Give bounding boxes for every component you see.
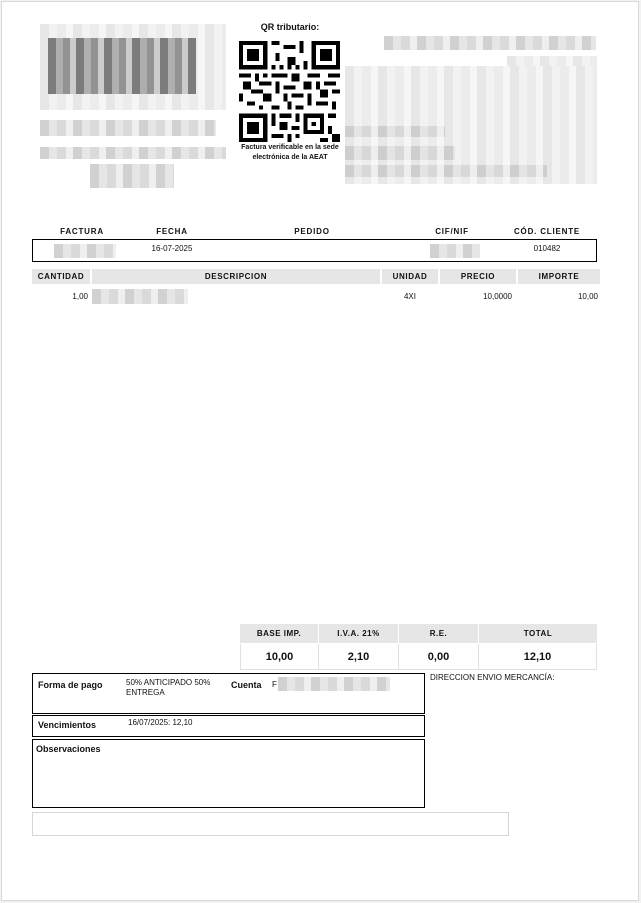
company-address-line — [90, 164, 174, 188]
totals-iva-value: 2,10 — [319, 644, 399, 670]
company-logo — [48, 38, 196, 94]
vencimientos-label: Vencimientos — [38, 720, 97, 730]
vencimientos-value: 16/07/2025: 12,10 — [128, 718, 193, 727]
totals-base-value: 10,00 — [240, 644, 319, 670]
invoice-page — [1, 1, 639, 901]
header-pedido: PEDIDO — [294, 227, 330, 236]
forma-de-pago-value: 50% ANTICIPADO 50% ENTREGA — [126, 678, 211, 697]
totals-re-value: 0,00 — [399, 644, 479, 670]
row-cantidad: 1,00 — [72, 292, 88, 301]
totals-header-iva: I.V.A. 21% — [319, 624, 398, 643]
header-factura: FACTURA — [60, 227, 104, 236]
customer-address-line — [345, 146, 455, 160]
forma-de-pago-label: Forma de pago — [38, 680, 103, 690]
header-cod-cliente: CÓD. CLIENTE — [513, 227, 581, 236]
column-unidad: UNIDAD — [382, 269, 438, 284]
row-unidad: 4XI — [403, 292, 416, 301]
observaciones-label: Observaciones — [36, 744, 101, 754]
customer-address-line — [507, 56, 597, 66]
cuenta-prefix: F — [272, 680, 277, 689]
column-cantidad: CANTIDAD — [32, 269, 90, 284]
row-descripcion — [92, 289, 188, 304]
qr-code-icon — [239, 41, 340, 142]
column-importe: IMPORTE — [518, 269, 600, 284]
column-descripcion: DESCRIPCION — [92, 269, 380, 284]
qr-title: QR tributario: — [260, 22, 320, 32]
customer-address-line — [345, 126, 445, 137]
qr-caption: Factura verificable en la sede electrónica de la AEAT — [241, 144, 339, 161]
totals-header-base: BASE IMP. — [240, 624, 318, 643]
cuenta-value — [278, 677, 390, 691]
cuenta-label: Cuenta — [231, 680, 262, 690]
customer-name — [384, 36, 596, 50]
customer-address-line — [345, 165, 547, 177]
company-address-line — [40, 120, 216, 136]
footer-box — [32, 812, 509, 836]
header-fecha: FECHA — [156, 227, 188, 236]
row-importe: 10,00 — [577, 292, 598, 301]
totals-header-total: TOTAL — [479, 624, 597, 643]
invoice-number — [54, 244, 116, 258]
row-precio: 10,0000 — [483, 292, 512, 301]
totals-total-value: 12,10 — [479, 644, 597, 670]
totals-header-re: R.E. — [399, 624, 478, 643]
column-precio: PRECIO — [440, 269, 516, 284]
header-cif-nif: CIF/NIF — [435, 227, 469, 236]
invoice-date: 16-07-2025 — [151, 244, 193, 253]
direccion-envio-label: DIRECCION ENVIO MERCANCÍA: — [430, 673, 555, 682]
company-address-line — [40, 147, 226, 159]
cif-nif-value — [430, 244, 480, 258]
customer-code: 010482 — [533, 244, 561, 253]
